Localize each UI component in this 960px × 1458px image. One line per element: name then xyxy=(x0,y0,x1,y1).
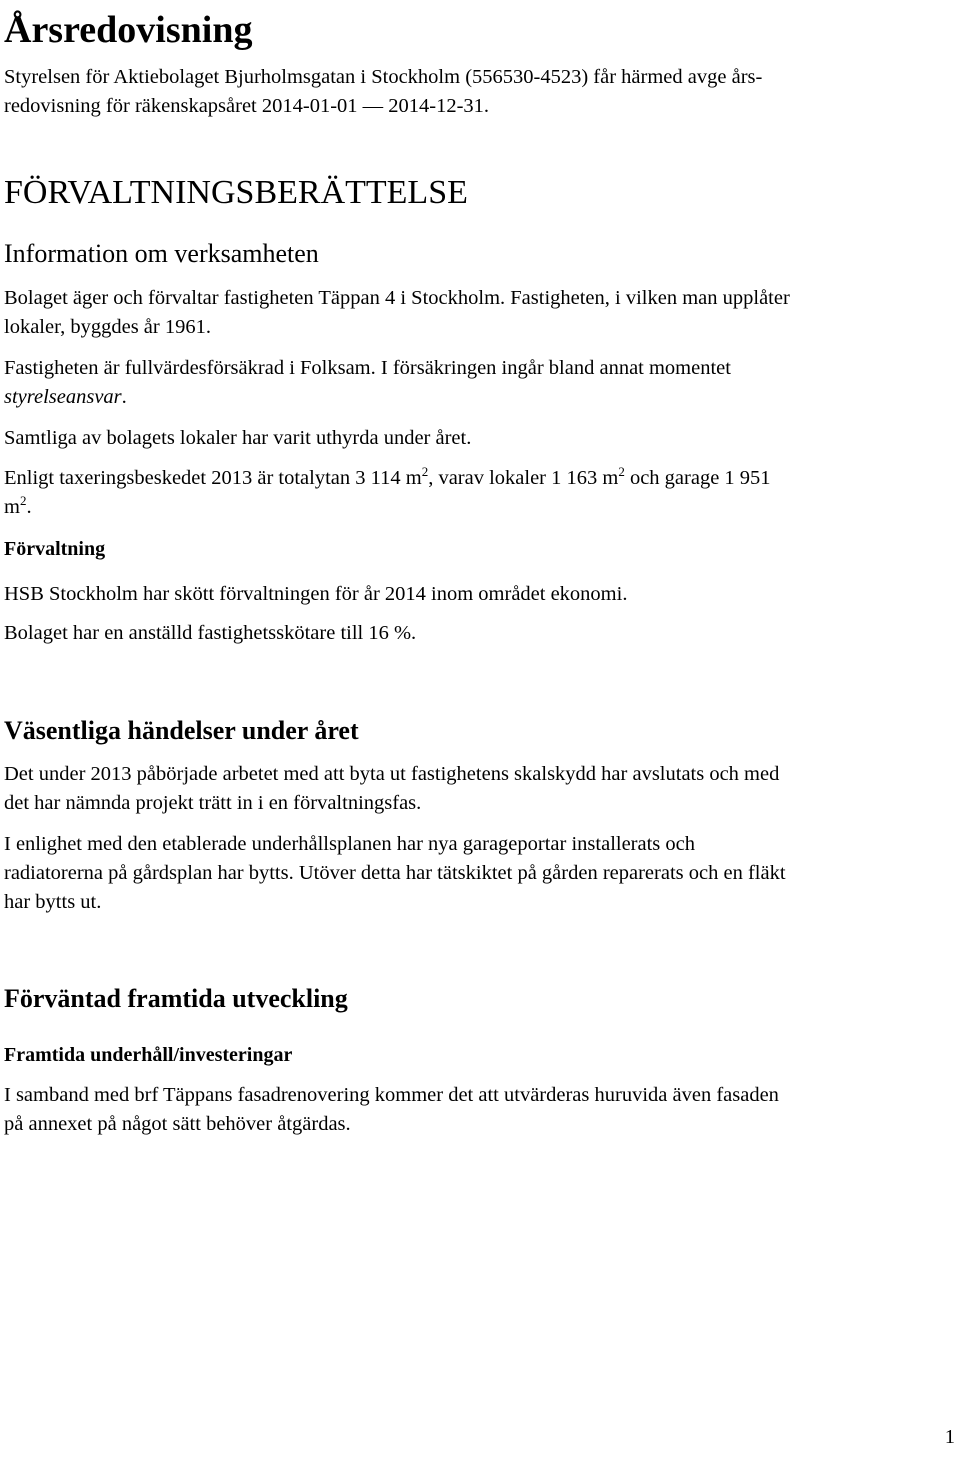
events-p1-line-2: det har nämnda projekt trätt in i en förvaltningsfas. xyxy=(4,792,422,814)
events-heading: Väsentliga händelser under året xyxy=(4,716,359,745)
events-p2-line-2: radiatorerna på gårdsplan har bytts. Utöver detta har tätskiktet på gården reparerats och en fläkt xyxy=(4,862,786,884)
info-p2-line-2 xyxy=(4,386,127,409)
forvaltning-heading: Förvaltning xyxy=(4,538,106,560)
future-p1-line-1: I samband med brf Täppans fasadrenovering kommer det att utvärderas huruvida även fasaden xyxy=(4,1084,779,1106)
page-number: 1 xyxy=(944,1426,955,1448)
forvaltning-p2: Bolaget har en anställd fastighetsskötare till 16 %. xyxy=(4,622,417,644)
forvaltning-p1: HSB Stockholm har skött förvaltningen för år 2014 inom området ekonomi. xyxy=(4,583,628,605)
info-p3: Samtliga av bolagets lokaler har varit uthyrda under året. xyxy=(4,427,472,449)
area-text-b: , varav lokaler 1 163 m xyxy=(428,467,619,489)
superscript: 2 xyxy=(19,493,27,509)
italic-term: styrelseansvar xyxy=(4,386,122,408)
events-p2-line-1: I enlighet med den etablerade underhållsplanen har nya garageportar installerats och xyxy=(4,833,696,855)
superscript: 2 xyxy=(421,464,429,480)
info-p1-line-1: Bolaget äger och förvaltar fastigheten Täppan 4 i Stockholm. Fastigheten, i vilken man upplåter xyxy=(4,287,790,309)
info-p1-line-2: lokaler, byggdes år 1961. xyxy=(4,316,211,338)
info-p2-line-1: Fastigheten är fullvärdesförsäkrad i Folksam. I försäkringen ingår bland annat momentet xyxy=(4,357,731,379)
document-title: Årsredovisning xyxy=(4,9,253,51)
future-heading: Förväntad framtida utveckling xyxy=(4,984,348,1013)
events-p2-line-3: har bytts ut. xyxy=(4,891,102,913)
intro-line-2: redovisning för räkenskapsåret 2014-01-01 — 2014-12-31. xyxy=(4,95,490,117)
info-heading: Information om verksamheten xyxy=(4,239,319,268)
future-p1-line-2: på annexet på något sätt behöver åtgärdas. xyxy=(4,1113,351,1135)
period: . xyxy=(121,386,127,408)
area-text-a: Enligt taxeringsbeskedet 2013 är totalytan 3 114 m xyxy=(4,467,422,489)
info-p4-line-2 xyxy=(4,493,32,519)
intro-line-1: Styrelsen för Aktiebolaget Bjurholmsgatan i Stockholm (556530-4523) får härmed avge års- xyxy=(4,66,763,88)
info-p4-line-1 xyxy=(4,464,771,490)
section-heading: FÖRVALTNINGSBERÄTTELSE xyxy=(4,174,468,211)
superscript: 2 xyxy=(618,464,625,480)
events-p1-line-1: Det under 2013 påbörjade arbetet med att byta ut fastighetens skalskydd har avslutats och med xyxy=(4,763,780,785)
area-text-e: . xyxy=(26,496,32,518)
area-text-d: m xyxy=(4,496,20,518)
area-text-c: och garage 1 951 xyxy=(624,467,771,489)
future-subheading: Framtida underhåll/investeringar xyxy=(4,1044,293,1066)
